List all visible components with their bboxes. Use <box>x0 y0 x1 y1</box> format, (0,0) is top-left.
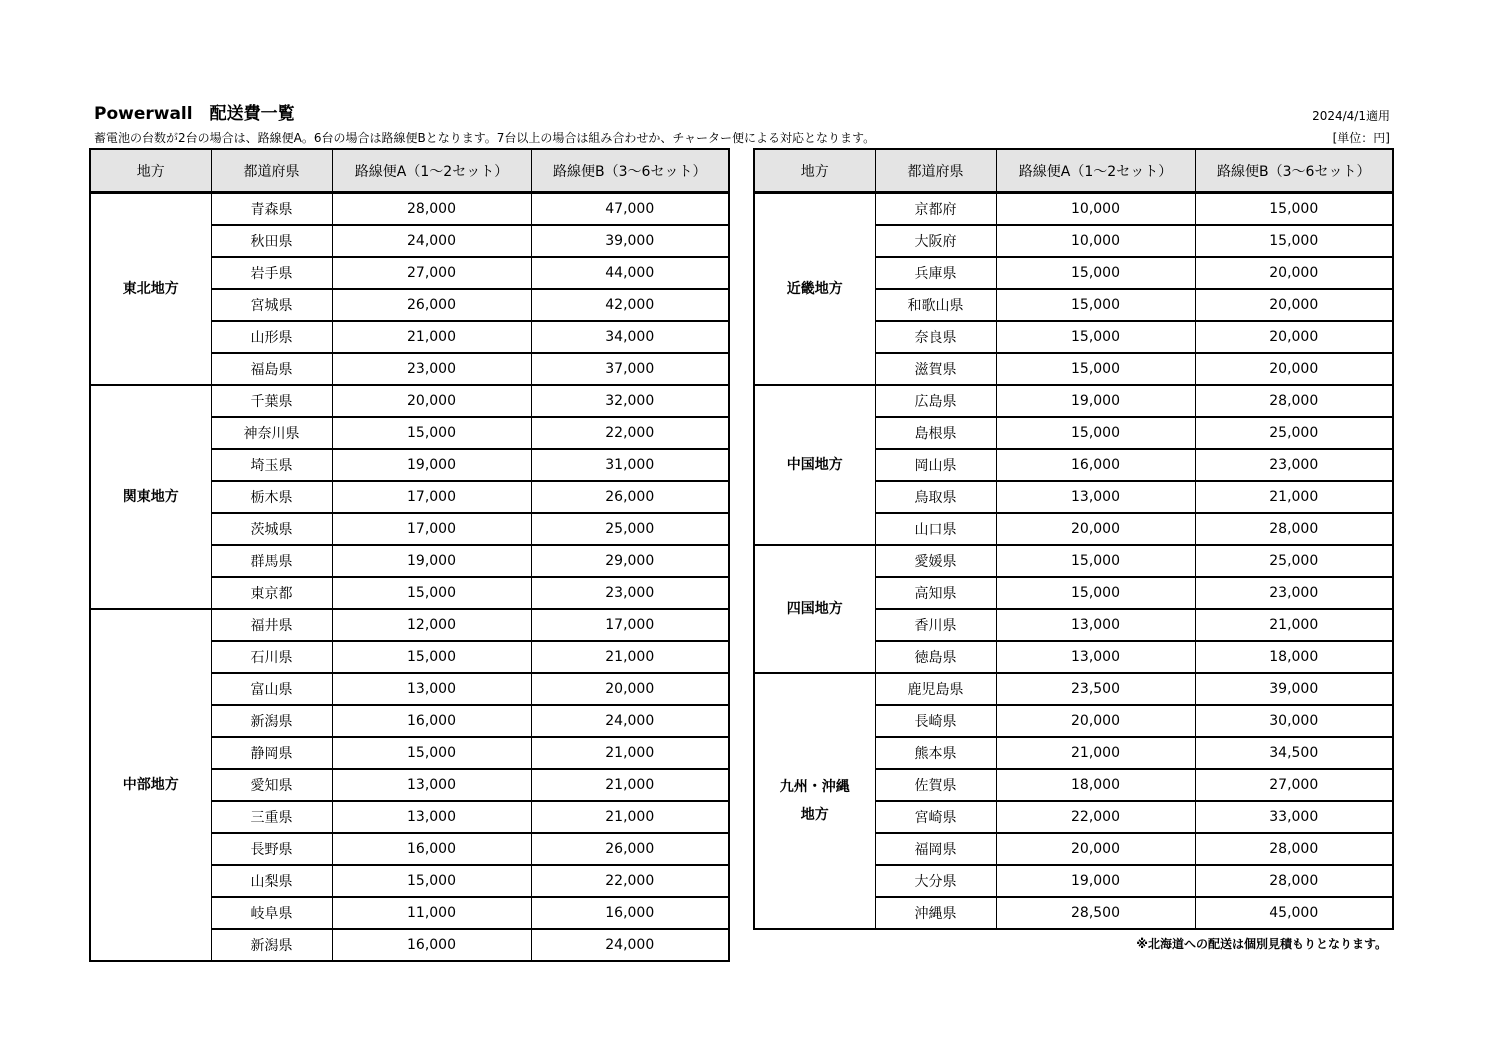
prefecture-cell: 静岡県 <box>211 737 332 769</box>
unit-label: [単位：円] <box>1332 131 1390 145</box>
prefecture-cell: 神奈川県 <box>211 417 332 449</box>
prefecture-cell: 茨城県 <box>211 513 332 545</box>
region-name: 中国地方 <box>754 385 875 545</box>
route-a-price: 15,000 <box>996 257 1195 289</box>
prefecture-cell: 岡山県 <box>875 449 996 481</box>
route-b-price: 24,000 <box>531 705 729 737</box>
prefecture-cell: 京都府 <box>875 193 996 226</box>
region-name: 四国地方 <box>754 545 875 673</box>
prefecture-cell: 埼玉県 <box>211 449 332 481</box>
rate-table-left <box>89 148 730 962</box>
route-b-price: 42,000 <box>531 289 729 321</box>
route-b-price: 22,000 <box>531 417 729 449</box>
route-b-price: 23,000 <box>1195 577 1393 609</box>
route-a-price: 13,000 <box>996 609 1195 641</box>
table-row <box>754 545 1393 577</box>
prefecture-cell: 福岡県 <box>875 833 996 865</box>
route-b-price: 20,000 <box>1195 257 1393 289</box>
prefecture-cell: 千葉県 <box>211 385 332 417</box>
route-b-price: 21,000 <box>531 641 729 673</box>
table-row <box>90 609 729 641</box>
route-b-price: 32,000 <box>531 385 729 417</box>
prefecture-cell: 福島県 <box>211 353 332 385</box>
route-b-price: 23,000 <box>1195 449 1393 481</box>
shipping-note: 蓄電池の台数が2台の場合は、路線便A。6台の場合は路線便Bとなります。7台以上の場合は組み合わせか、チャーター便による対応となります。 <box>94 131 876 145</box>
prefecture-cell: 大阪府 <box>875 225 996 257</box>
region-name: 中部地方 <box>90 609 211 961</box>
route-a-price: 20,000 <box>996 833 1195 865</box>
hokkaido-footnote: ※北海道への配送は個別見積もりとなります。 <box>1136 937 1387 951</box>
header-route-b: 路線便B（3～6セット） <box>1195 149 1393 193</box>
prefecture-cell: 島根県 <box>875 417 996 449</box>
prefecture-cell: 熊本県 <box>875 737 996 769</box>
route-a-price: 22,000 <box>996 801 1195 833</box>
route-b-price: 47,000 <box>531 193 729 226</box>
prefecture-cell: 徳島県 <box>875 641 996 673</box>
route-a-price: 28,500 <box>996 897 1195 929</box>
prefecture-cell: 滋賀県 <box>875 353 996 385</box>
table-row <box>754 385 1393 417</box>
route-a-price: 11,000 <box>332 897 531 929</box>
prefecture-cell: 愛媛県 <box>875 545 996 577</box>
route-a-price: 15,000 <box>996 577 1195 609</box>
route-b-price: 28,000 <box>1195 513 1393 545</box>
region-name: 東北地方 <box>90 193 211 386</box>
route-a-price: 15,000 <box>332 417 531 449</box>
route-a-price: 13,000 <box>332 673 531 705</box>
route-a-price: 15,000 <box>332 641 531 673</box>
prefecture-cell: 長崎県 <box>875 705 996 737</box>
prefecture-cell: 岐阜県 <box>211 897 332 929</box>
region-name: 近畿地方 <box>754 193 875 386</box>
rate-table-right-body <box>754 193 1393 930</box>
route-a-price: 24,000 <box>332 225 531 257</box>
route-a-price: 19,000 <box>996 865 1195 897</box>
route-b-price: 23,000 <box>531 577 729 609</box>
route-b-price: 28,000 <box>1195 385 1393 417</box>
route-b-price: 44,000 <box>531 257 729 289</box>
route-b-price: 34,500 <box>1195 737 1393 769</box>
route-a-price: 26,000 <box>332 289 531 321</box>
route-b-price: 25,000 <box>1195 417 1393 449</box>
route-b-price: 16,000 <box>531 897 729 929</box>
route-b-price: 30,000 <box>1195 705 1393 737</box>
route-a-price: 15,000 <box>332 865 531 897</box>
route-b-price: 21,000 <box>1195 481 1393 513</box>
route-a-price: 21,000 <box>996 737 1195 769</box>
header-route-b: 路線便B（3～6セット） <box>531 149 729 193</box>
prefecture-cell: 大分県 <box>875 865 996 897</box>
prefecture-cell: 秋田県 <box>211 225 332 257</box>
route-a-price: 12,000 <box>332 609 531 641</box>
route-b-price: 20,000 <box>1195 321 1393 353</box>
prefecture-cell: 三重県 <box>211 801 332 833</box>
prefecture-cell: 新潟県 <box>211 705 332 737</box>
prefecture-cell: 青森県 <box>211 193 332 226</box>
route-a-price: 21,000 <box>332 321 531 353</box>
route-a-price: 20,000 <box>332 385 531 417</box>
prefecture-cell: 山梨県 <box>211 865 332 897</box>
prefecture-cell: 福井県 <box>211 609 332 641</box>
prefecture-cell: 富山県 <box>211 673 332 705</box>
route-a-price: 13,000 <box>332 769 531 801</box>
route-b-price: 37,000 <box>531 353 729 385</box>
route-b-price: 21,000 <box>531 737 729 769</box>
route-a-price: 17,000 <box>332 481 531 513</box>
route-b-price: 33,000 <box>1195 801 1393 833</box>
prefecture-cell: 和歌山県 <box>875 289 996 321</box>
route-a-price: 18,000 <box>996 769 1195 801</box>
prefecture-cell: 広島県 <box>875 385 996 417</box>
rate-table-right <box>753 148 1394 930</box>
header-region: 地方 <box>90 149 211 193</box>
route-b-price: 17,000 <box>531 609 729 641</box>
route-a-price: 15,000 <box>996 417 1195 449</box>
prefecture-cell: 群馬県 <box>211 545 332 577</box>
route-a-price: 13,000 <box>332 801 531 833</box>
route-b-price: 39,000 <box>531 225 729 257</box>
prefecture-cell: 新潟県 <box>211 929 332 961</box>
route-b-price: 34,000 <box>531 321 729 353</box>
prefecture-cell: 長野県 <box>211 833 332 865</box>
prefecture-cell: 兵庫県 <box>875 257 996 289</box>
route-a-price: 15,000 <box>996 353 1195 385</box>
route-a-price: 27,000 <box>332 257 531 289</box>
rate-table-left-body <box>90 193 729 962</box>
route-b-price: 25,000 <box>1195 545 1393 577</box>
route-b-price: 31,000 <box>531 449 729 481</box>
prefecture-cell: 山形県 <box>211 321 332 353</box>
route-b-price: 21,000 <box>531 769 729 801</box>
prefecture-cell: 高知県 <box>875 577 996 609</box>
route-a-price: 16,000 <box>332 929 531 961</box>
route-b-price: 24,000 <box>531 929 729 961</box>
header-route-a: 路線便A（1～2セット） <box>332 149 531 193</box>
prefecture-cell: 岩手県 <box>211 257 332 289</box>
route-b-price: 21,000 <box>531 801 729 833</box>
effective-date: 2024/4/1適用 <box>1312 109 1390 123</box>
route-a-price: 15,000 <box>332 577 531 609</box>
prefecture-cell: 山口県 <box>875 513 996 545</box>
region-name: 九州・沖縄 地方 <box>754 673 875 929</box>
header-prefecture: 都道府県 <box>211 149 332 193</box>
route-a-price: 19,000 <box>332 449 531 481</box>
table-row <box>754 193 1393 226</box>
page-title: Powerwall 配送費一覧 <box>94 104 295 124</box>
prefecture-cell: 愛知県 <box>211 769 332 801</box>
route-b-price: 29,000 <box>531 545 729 577</box>
route-a-price: 13,000 <box>996 481 1195 513</box>
route-a-price: 19,000 <box>996 385 1195 417</box>
header-prefecture: 都道府県 <box>875 149 996 193</box>
route-a-price: 15,000 <box>332 737 531 769</box>
table-row <box>90 193 729 226</box>
route-a-price: 10,000 <box>996 225 1195 257</box>
prefecture-cell: 佐賀県 <box>875 769 996 801</box>
route-a-price: 28,000 <box>332 193 531 226</box>
route-a-price: 15,000 <box>996 321 1195 353</box>
table-row <box>754 673 1393 705</box>
prefecture-cell: 宮崎県 <box>875 801 996 833</box>
route-b-price: 39,000 <box>1195 673 1393 705</box>
route-a-price: 20,000 <box>996 513 1195 545</box>
header-route-a: 路線便A（1～2セット） <box>996 149 1195 193</box>
prefecture-cell: 石川県 <box>211 641 332 673</box>
route-a-price: 10,000 <box>996 193 1195 226</box>
route-a-price: 15,000 <box>996 289 1195 321</box>
route-a-price: 15,000 <box>996 545 1195 577</box>
route-b-price: 20,000 <box>1195 353 1393 385</box>
route-a-price: 16,000 <box>332 833 531 865</box>
header-region: 地方 <box>754 149 875 193</box>
prefecture-cell: 東京都 <box>211 577 332 609</box>
route-b-price: 20,000 <box>531 673 729 705</box>
route-b-price: 26,000 <box>531 833 729 865</box>
route-a-price: 16,000 <box>996 449 1195 481</box>
prefecture-cell: 宮城県 <box>211 289 332 321</box>
route-a-price: 16,000 <box>332 705 531 737</box>
route-b-price: 22,000 <box>531 865 729 897</box>
prefecture-cell: 沖縄県 <box>875 897 996 929</box>
route-b-price: 21,000 <box>1195 609 1393 641</box>
route-b-price: 26,000 <box>531 481 729 513</box>
route-b-price: 15,000 <box>1195 193 1393 226</box>
route-b-price: 15,000 <box>1195 225 1393 257</box>
route-a-price: 23,500 <box>996 673 1195 705</box>
prefecture-cell: 鳥取県 <box>875 481 996 513</box>
route-a-price: 13,000 <box>996 641 1195 673</box>
prefecture-cell: 鹿児島県 <box>875 673 996 705</box>
route-a-price: 17,000 <box>332 513 531 545</box>
route-b-price: 20,000 <box>1195 289 1393 321</box>
route-b-price: 18,000 <box>1195 641 1393 673</box>
route-b-price: 27,000 <box>1195 769 1393 801</box>
route-b-price: 45,000 <box>1195 897 1393 929</box>
route-a-price: 19,000 <box>332 545 531 577</box>
route-b-price: 28,000 <box>1195 865 1393 897</box>
prefecture-cell: 栃木県 <box>211 481 332 513</box>
prefecture-cell: 香川県 <box>875 609 996 641</box>
route-b-price: 28,000 <box>1195 833 1393 865</box>
route-a-price: 20,000 <box>996 705 1195 737</box>
table-row <box>90 385 729 417</box>
route-a-price: 23,000 <box>332 353 531 385</box>
table-header-row <box>90 149 729 193</box>
table-header-row <box>754 149 1393 193</box>
route-b-price: 25,000 <box>531 513 729 545</box>
region-name: 関東地方 <box>90 385 211 609</box>
prefecture-cell: 奈良県 <box>875 321 996 353</box>
